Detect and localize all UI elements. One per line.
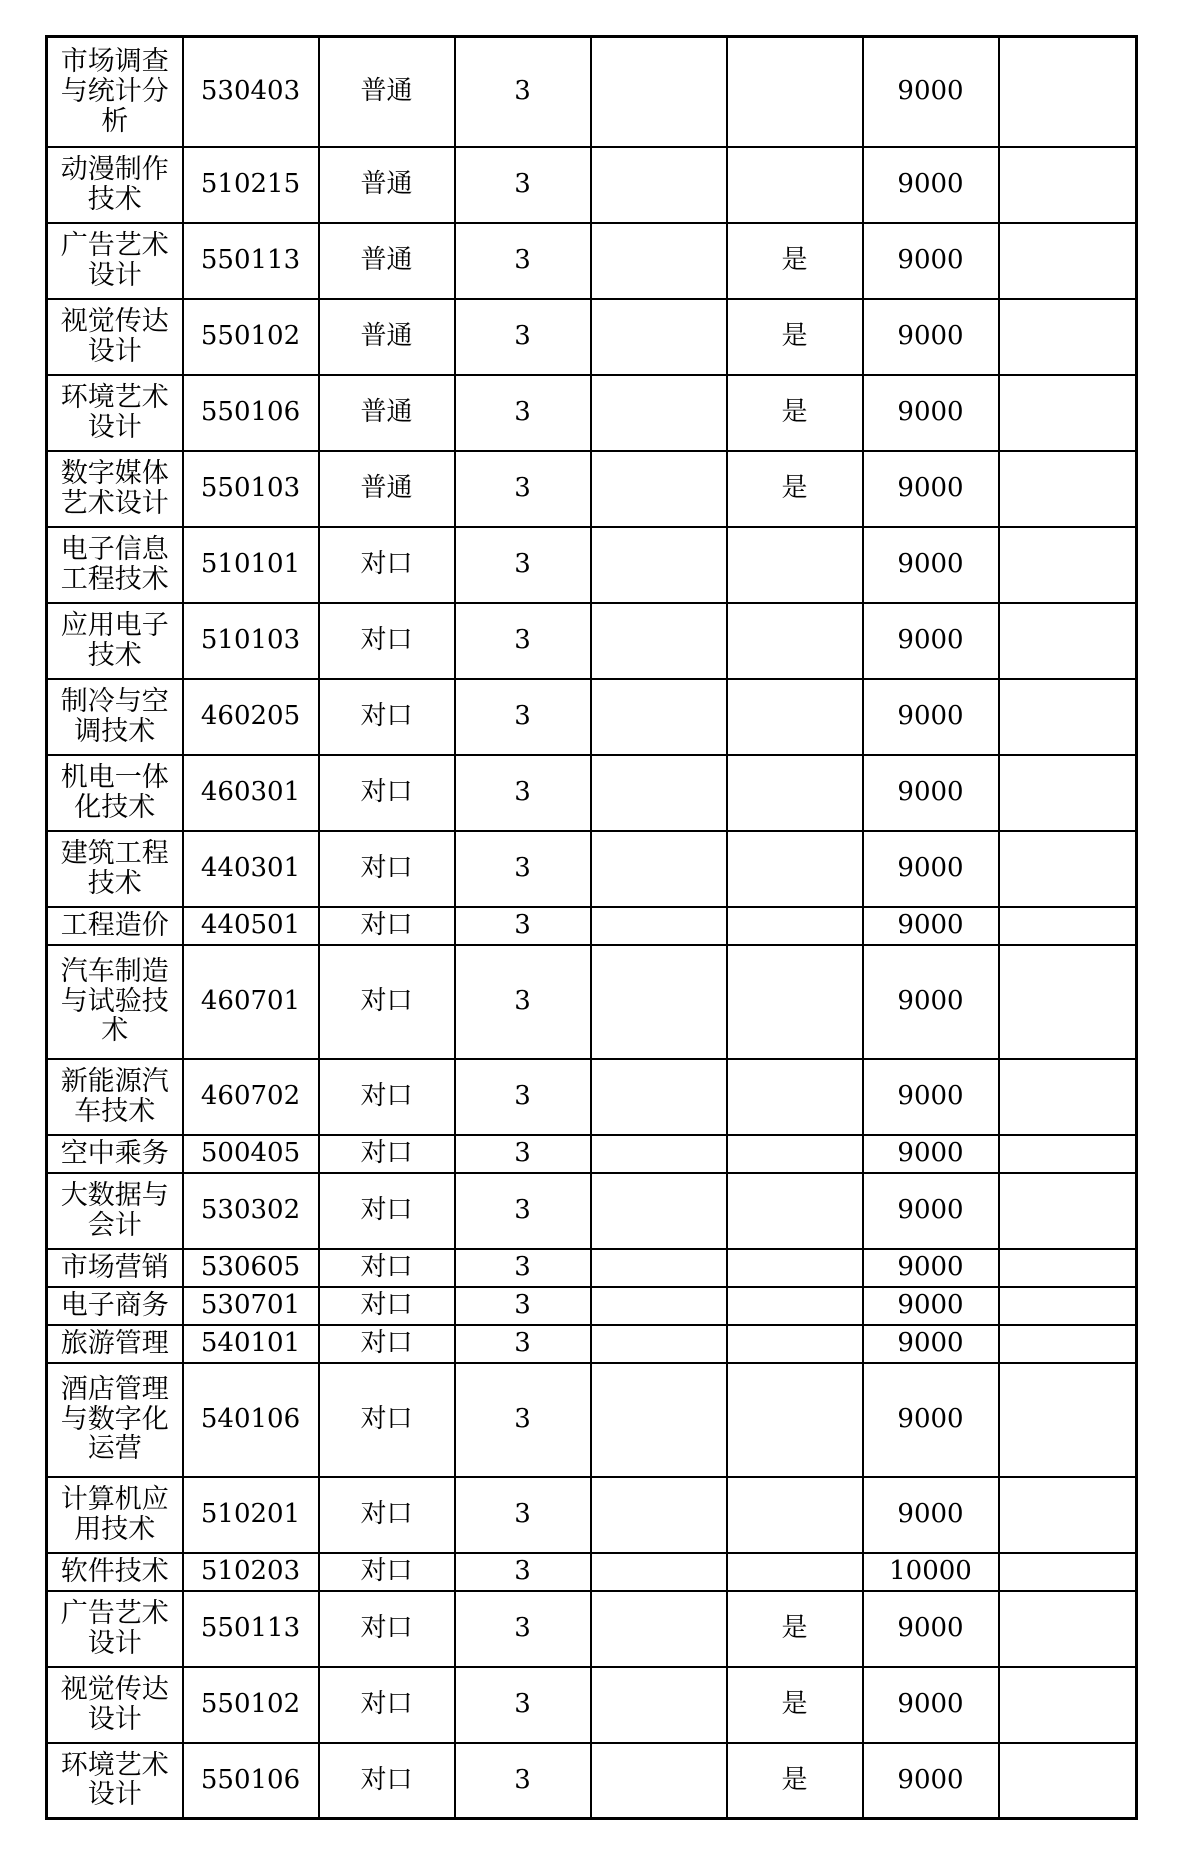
program-table-body (47, 37, 1137, 1819)
tuition-fee-cell: 9000 (863, 1325, 999, 1363)
empty-cell (999, 907, 1137, 945)
empty-cell (999, 375, 1137, 451)
table-row (47, 603, 1137, 679)
art-major-cell (727, 831, 863, 907)
empty-cell (591, 1363, 727, 1477)
table-row (47, 527, 1137, 603)
empty-cell (591, 755, 727, 831)
program-name-cell: 市场调查与统计分析 (47, 37, 183, 147)
tuition-fee-cell: 9000 (863, 147, 999, 223)
empty-cell (999, 603, 1137, 679)
study-years-cell: 3 (455, 679, 591, 755)
study-years-cell: 3 (455, 1135, 591, 1173)
enrollment-type-cell: 对口 (319, 1325, 455, 1363)
tuition-fee-cell: 9000 (863, 831, 999, 907)
enrollment-type-cell: 普通 (319, 147, 455, 223)
empty-cell (591, 1743, 727, 1819)
program-name-cell: 新能源汽车技术 (47, 1059, 183, 1135)
study-years-cell: 3 (455, 375, 591, 451)
study-years-cell: 3 (455, 1667, 591, 1743)
table-row (47, 755, 1137, 831)
empty-cell (591, 1325, 727, 1363)
table-row (47, 679, 1137, 755)
program-code-cell: 550103 (183, 451, 319, 527)
empty-cell (999, 755, 1137, 831)
program-name-cell: 广告艺术设计 (47, 1591, 183, 1667)
program-name-cell: 动漫制作技术 (47, 147, 183, 223)
empty-cell (591, 603, 727, 679)
empty-cell (591, 299, 727, 375)
empty-cell (999, 1667, 1137, 1743)
table-row (47, 907, 1137, 945)
art-major-cell (727, 527, 863, 603)
study-years-cell: 3 (455, 603, 591, 679)
tuition-fee-cell: 9000 (863, 1135, 999, 1173)
art-major-cell (727, 1059, 863, 1135)
program-code-cell: 550113 (183, 1591, 319, 1667)
art-major-cell (727, 1249, 863, 1287)
empty-cell (591, 945, 727, 1059)
program-name-cell: 软件技术 (47, 1553, 183, 1591)
study-years-cell: 3 (455, 945, 591, 1059)
art-major-cell (727, 1325, 863, 1363)
study-years-cell: 3 (455, 1591, 591, 1667)
program-code-cell: 440301 (183, 831, 319, 907)
tuition-fee-cell: 9000 (863, 907, 999, 945)
program-name-cell: 计算机应用技术 (47, 1477, 183, 1553)
empty-cell (591, 1249, 727, 1287)
empty-cell (591, 1287, 727, 1325)
enrollment-type-cell: 对口 (319, 1667, 455, 1743)
art-major-cell (727, 1553, 863, 1591)
table-row (47, 223, 1137, 299)
art-major-cell: 是 (727, 1667, 863, 1743)
study-years-cell: 3 (455, 1363, 591, 1477)
enrollment-type-cell: 对口 (319, 1477, 455, 1553)
empty-cell (999, 1477, 1137, 1553)
enrollment-type-cell: 普通 (319, 375, 455, 451)
program-code-cell: 550106 (183, 375, 319, 451)
table-row (47, 1667, 1137, 1743)
art-major-cell: 是 (727, 375, 863, 451)
study-years-cell: 3 (455, 1059, 591, 1135)
study-years-cell: 3 (455, 755, 591, 831)
empty-cell (999, 679, 1137, 755)
art-major-cell (727, 907, 863, 945)
tuition-fee-cell: 9000 (863, 1363, 999, 1477)
table-row (47, 945, 1137, 1059)
table-row (47, 451, 1137, 527)
tuition-fee-cell: 10000 (863, 1553, 999, 1591)
empty-cell (591, 1135, 727, 1173)
empty-cell (999, 945, 1137, 1059)
program-name-cell: 建筑工程技术 (47, 831, 183, 907)
program-code-cell: 460301 (183, 755, 319, 831)
study-years-cell: 3 (455, 1477, 591, 1553)
empty-cell (999, 223, 1137, 299)
program-name-cell: 广告艺术设计 (47, 223, 183, 299)
study-years-cell: 3 (455, 831, 591, 907)
tuition-fee-cell: 9000 (863, 1743, 999, 1819)
enrollment-type-cell: 对口 (319, 945, 455, 1059)
empty-cell (591, 147, 727, 223)
empty-cell (591, 1477, 727, 1553)
enrollment-type-cell: 对口 (319, 831, 455, 907)
study-years-cell: 3 (455, 147, 591, 223)
program-code-cell: 510103 (183, 603, 319, 679)
enrollment-type-cell: 对口 (319, 1591, 455, 1667)
tuition-fee-cell: 9000 (863, 37, 999, 147)
table-row (47, 1173, 1137, 1249)
enrollment-type-cell: 对口 (319, 1135, 455, 1173)
tuition-fee-cell: 9000 (863, 375, 999, 451)
enrollment-type-cell: 普通 (319, 299, 455, 375)
tuition-fee-cell: 9000 (863, 223, 999, 299)
table-row (47, 375, 1137, 451)
study-years-cell: 3 (455, 527, 591, 603)
empty-cell (591, 907, 727, 945)
empty-cell (999, 1363, 1137, 1477)
program-name-cell: 工程造价 (47, 907, 183, 945)
program-code-cell: 550102 (183, 1667, 319, 1743)
empty-cell (999, 1743, 1137, 1819)
tuition-fee-cell: 9000 (863, 1287, 999, 1325)
program-name-cell: 应用电子技术 (47, 603, 183, 679)
study-years-cell: 3 (455, 37, 591, 147)
art-major-cell (727, 1135, 863, 1173)
empty-cell (999, 1553, 1137, 1591)
table-row (47, 1325, 1137, 1363)
empty-cell (591, 527, 727, 603)
enrollment-type-cell: 普通 (319, 223, 455, 299)
program-name-cell: 酒店管理与数字化运营 (47, 1363, 183, 1477)
study-years-cell: 3 (455, 1743, 591, 1819)
table-row (47, 1591, 1137, 1667)
art-major-cell (727, 945, 863, 1059)
empty-cell (999, 1591, 1137, 1667)
program-name-cell: 制冷与空调技术 (47, 679, 183, 755)
program-name-cell: 视觉传达设计 (47, 1667, 183, 1743)
empty-cell (591, 1059, 727, 1135)
program-code-cell: 540106 (183, 1363, 319, 1477)
empty-cell (999, 1287, 1137, 1325)
art-major-cell (727, 147, 863, 223)
table-row (47, 37, 1137, 147)
table-row (47, 831, 1137, 907)
program-name-cell: 空中乘务 (47, 1135, 183, 1173)
study-years-cell: 3 (455, 299, 591, 375)
empty-cell (591, 831, 727, 907)
study-years-cell: 3 (455, 1553, 591, 1591)
tuition-fee-cell: 9000 (863, 679, 999, 755)
art-major-cell (727, 1287, 863, 1325)
program-name-cell: 汽车制造与试验技术 (47, 945, 183, 1059)
art-major-cell (727, 603, 863, 679)
art-major-cell (727, 1477, 863, 1553)
empty-cell (999, 1059, 1137, 1135)
tuition-fee-cell: 9000 (863, 1477, 999, 1553)
program-code-cell: 540101 (183, 1325, 319, 1363)
enrollment-type-cell: 对口 (319, 679, 455, 755)
empty-cell (999, 831, 1137, 907)
art-major-cell (727, 755, 863, 831)
enrollment-type-cell: 对口 (319, 1249, 455, 1287)
program-code-cell: 460702 (183, 1059, 319, 1135)
empty-cell (999, 299, 1137, 375)
table-row (47, 1059, 1137, 1135)
study-years-cell: 3 (455, 223, 591, 299)
table-row (47, 1553, 1137, 1591)
table-row (47, 1249, 1137, 1287)
art-major-cell: 是 (727, 299, 863, 375)
empty-cell (999, 1173, 1137, 1249)
study-years-cell: 3 (455, 1325, 591, 1363)
program-code-cell: 530302 (183, 1173, 319, 1249)
enrollment-type-cell: 对口 (319, 907, 455, 945)
enrollment-type-cell: 普通 (319, 451, 455, 527)
enrollment-type-cell: 对口 (319, 1743, 455, 1819)
study-years-cell: 3 (455, 1173, 591, 1249)
study-years-cell: 3 (455, 1249, 591, 1287)
program-code-cell: 460205 (183, 679, 319, 755)
program-name-cell: 电子信息工程技术 (47, 527, 183, 603)
study-years-cell: 3 (455, 451, 591, 527)
tuition-fee-cell: 9000 (863, 527, 999, 603)
empty-cell (591, 679, 727, 755)
study-years-cell: 3 (455, 907, 591, 945)
enrollment-type-cell: 对口 (319, 603, 455, 679)
tuition-fee-cell: 9000 (863, 603, 999, 679)
enrollment-type-cell: 普通 (319, 37, 455, 147)
enrollment-type-cell: 对口 (319, 755, 455, 831)
program-name-cell: 旅游管理 (47, 1325, 183, 1363)
program-name-cell: 机电一体化技术 (47, 755, 183, 831)
program-code-cell: 500405 (183, 1135, 319, 1173)
program-name-cell: 市场营销 (47, 1249, 183, 1287)
program-code-cell: 510101 (183, 527, 319, 603)
tuition-fee-cell: 9000 (863, 1059, 999, 1135)
empty-cell (591, 223, 727, 299)
art-major-cell: 是 (727, 223, 863, 299)
program-name-cell: 数字媒体艺术设计 (47, 451, 183, 527)
tuition-fee-cell: 9000 (863, 451, 999, 527)
table-row (47, 1477, 1137, 1553)
art-major-cell: 是 (727, 451, 863, 527)
enrollment-type-cell: 对口 (319, 1059, 455, 1135)
empty-cell (591, 1591, 727, 1667)
program-code-cell: 530701 (183, 1287, 319, 1325)
enrollment-type-cell: 对口 (319, 1287, 455, 1325)
empty-cell (591, 451, 727, 527)
empty-cell (999, 1135, 1137, 1173)
program-code-cell: 510203 (183, 1553, 319, 1591)
program-name-cell: 环境艺术设计 (47, 375, 183, 451)
program-table (45, 35, 1138, 1820)
table-row (47, 1363, 1137, 1477)
empty-cell (591, 1553, 727, 1591)
tuition-fee-cell: 9000 (863, 755, 999, 831)
program-name-cell: 视觉传达设计 (47, 299, 183, 375)
tuition-fee-cell: 9000 (863, 1667, 999, 1743)
empty-cell (999, 147, 1137, 223)
program-code-cell: 550102 (183, 299, 319, 375)
art-major-cell (727, 1173, 863, 1249)
program-code-cell: 460701 (183, 945, 319, 1059)
table-row (47, 1743, 1137, 1819)
art-major-cell: 是 (727, 1591, 863, 1667)
tuition-fee-cell: 9000 (863, 1173, 999, 1249)
tuition-fee-cell: 9000 (863, 299, 999, 375)
art-major-cell: 是 (727, 1743, 863, 1819)
tuition-fee-cell: 9000 (863, 1249, 999, 1287)
tuition-fee-cell: 9000 (863, 945, 999, 1059)
enrollment-type-cell: 对口 (319, 1553, 455, 1591)
empty-cell (999, 1249, 1137, 1287)
empty-cell (591, 375, 727, 451)
empty-cell (999, 1325, 1137, 1363)
empty-cell (591, 1667, 727, 1743)
program-code-cell: 510215 (183, 147, 319, 223)
empty-cell (591, 1173, 727, 1249)
program-code-cell: 510201 (183, 1477, 319, 1553)
art-major-cell (727, 1363, 863, 1477)
table-row (47, 1135, 1137, 1173)
empty-cell (999, 451, 1137, 527)
empty-cell (999, 527, 1137, 603)
program-name-cell: 大数据与会计 (47, 1173, 183, 1249)
art-major-cell (727, 679, 863, 755)
enrollment-type-cell: 对口 (319, 1363, 455, 1477)
empty-cell (591, 37, 727, 147)
program-code-cell: 550106 (183, 1743, 319, 1819)
empty-cell (999, 37, 1137, 147)
tuition-fee-cell: 9000 (863, 1591, 999, 1667)
program-code-cell: 530403 (183, 37, 319, 147)
enrollment-type-cell: 对口 (319, 527, 455, 603)
table-row (47, 1287, 1137, 1325)
program-code-cell: 440501 (183, 907, 319, 945)
study-years-cell: 3 (455, 1287, 591, 1325)
table-row (47, 147, 1137, 223)
table-row (47, 299, 1137, 375)
enrollment-type-cell: 对口 (319, 1173, 455, 1249)
program-name-cell: 环境艺术设计 (47, 1743, 183, 1819)
program-name-cell: 电子商务 (47, 1287, 183, 1325)
program-code-cell: 530605 (183, 1249, 319, 1287)
art-major-cell (727, 37, 863, 147)
program-code-cell: 550113 (183, 223, 319, 299)
